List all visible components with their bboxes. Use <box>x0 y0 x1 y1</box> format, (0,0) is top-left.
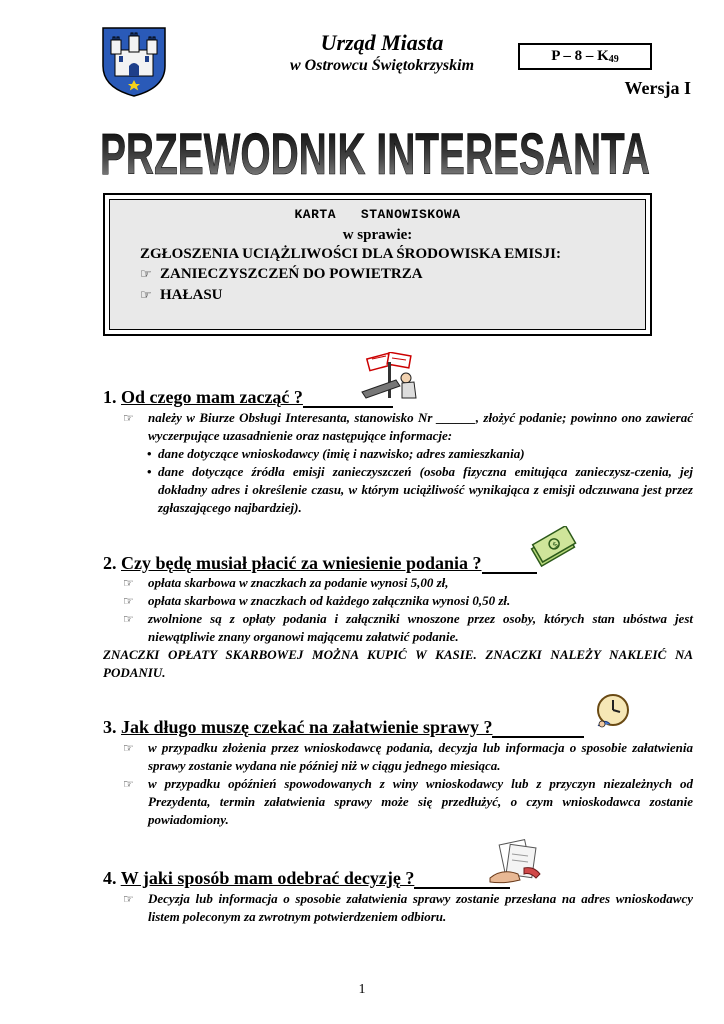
list-item-text: opłata skarbowa w znaczkach od każdego załącznika wynosi 0,50 zł. <box>148 593 511 608</box>
list-item <box>103 890 693 926</box>
document-code-box <box>518 43 652 70</box>
section-start <box>103 386 693 517</box>
list-item-text: w przypadku opóźnień spowodowanych z winy wnioskodawcy lub z przyczyn niezależnych od Prezydenta, termin załatwienia sprawy może się przedłużyć, o czym wnioskodawca zostanie powiadomiony. <box>148 776 693 827</box>
section-number: 3. <box>103 717 117 737</box>
list-item <box>103 592 693 610</box>
list-item <box>103 610 693 646</box>
banner-title: PRZEWODNIK INTERESANTA <box>100 122 650 186</box>
pointing-hand-icon: ☞ <box>123 612 134 626</box>
pointing-hand-icon: ☞ <box>123 576 134 590</box>
section-number: 2. <box>103 553 117 573</box>
card-point-label: HAŁASU <box>160 287 223 303</box>
list-item <box>103 409 693 445</box>
svg-text:$: $ <box>550 539 560 551</box>
page-number: 1 <box>358 982 366 997</box>
list-item <box>103 739 693 775</box>
office-subtitle: w Ostrowcu Świętokrzyskim <box>289 57 475 74</box>
pointing-hand-icon: ☞ <box>140 288 152 303</box>
city-crest-logo <box>101 26 167 98</box>
office-header <box>232 30 532 76</box>
list-item-text: opłata skarbowa w znaczkach za podanie wynosi 5,00 zł, <box>148 575 449 590</box>
pointing-hand-icon: ☞ <box>140 267 152 282</box>
guide-banner <box>95 116 655 186</box>
office-title: Urząd Miasta <box>320 30 444 55</box>
sub-list-item-text: dane dotyczące wnioskodawcy (imię i nazwisko; adres zamieszkania) <box>158 446 525 461</box>
pointing-hand-icon: ☞ <box>123 777 134 791</box>
list-item <box>103 574 693 592</box>
card-point <box>140 285 645 306</box>
sub-list-item <box>103 463 693 517</box>
sub-list-item-text: dane dotyczące źródła emisji zanieczyszczeń (osoba fizyczna emitująca zanieczysz-czenia, jej dokładny adres i określenie czasu, w którym uciążliwość wynikająca z emisji odczuwana jest przez zgłaszającego najbardziej). <box>158 464 693 515</box>
section-number: 4. <box>103 868 117 888</box>
pointing-hand-icon: ☞ <box>123 741 134 755</box>
section-title: W jaki sposób mam odebrać decyzję ? <box>120 868 415 888</box>
pointing-hand-icon: ☞ <box>123 594 134 608</box>
pointing-hand-icon: ☞ <box>123 892 134 906</box>
section-heading <box>103 552 693 574</box>
heading-rule <box>482 558 537 574</box>
section-heading <box>103 386 693 408</box>
card-point <box>140 264 645 285</box>
heading-rule <box>303 392 393 408</box>
list-item-text: w przypadku złożenia przez wnioskodawcę podania, decyzja lub informacja o sposobie załatwienia sprawy zostanie wydana nie później niż w ciągu jednego miesiąca. <box>148 740 693 773</box>
heading-rule <box>492 722 584 738</box>
section-title: Czy będę musiał płacić za wniesienie podania ? <box>121 553 482 573</box>
card-point-label: ZANIECZYSZCZEŃ DO POWIETRZA <box>160 266 423 282</box>
section-delivery <box>103 867 693 926</box>
version-label: Wersja I <box>624 78 691 98</box>
card-heading: KARTA STANOWISKOWA <box>294 207 461 222</box>
list-item <box>103 775 693 829</box>
section-title: Od czego mam zacząć ? <box>121 387 303 407</box>
bullet-dot-icon: • <box>147 446 152 461</box>
section-title: Jak długo muszę czekać na załatwienie sprawy ? <box>121 717 493 737</box>
stamp-note: ZNACZKI OPŁATY SKARBOWEJ MOŻNA KUPIĆ W KASIE. ZNACZKI NALEŻY NAKLEIĆ NA PODANIU. <box>103 647 693 680</box>
card-subject: ZGŁOSZENIA UCIĄŻLIWOŚCI DLA ŚRODOWISKA EMISJI: <box>140 246 561 262</box>
bullet-dot-icon: • <box>147 464 152 479</box>
section-number: 1. <box>103 387 117 407</box>
list-item-text: Decyzja lub informacja o sposobie załatwienia sprawy zostanie przesłana na adres wnioskodawcy listem poleconym za zwrotnym potwierdzeniem odbioru. <box>148 891 693 924</box>
section-heading <box>103 716 693 738</box>
section-timeline <box>103 716 693 829</box>
document-code: P – 8 – K <box>551 48 609 64</box>
position-card <box>103 193 652 336</box>
position-card-inner <box>109 199 646 330</box>
list-item-text: zwolnione są z opłaty podania i załączniki wnoszone przez osoby, których stan ubóstwa jest niewątpliwie znany organowi mającemu załatwić podanie. <box>148 611 693 644</box>
pointing-hand-icon: ☞ <box>123 411 134 425</box>
sub-list-item <box>103 445 693 463</box>
section-fees <box>103 552 693 682</box>
heading-rule <box>414 873 510 889</box>
section-heading <box>103 867 693 889</box>
document-code-subscript: 49 <box>608 54 619 65</box>
list-item-text: należy w Biurze Obsługi Interesanta, stanowisko Nr ______, złożyć podanie; powinno ono zawierać wyczerpujące uzasadnienie oraz następujące informacje: <box>148 410 693 443</box>
card-in-matter: w sprawie: <box>342 227 413 243</box>
